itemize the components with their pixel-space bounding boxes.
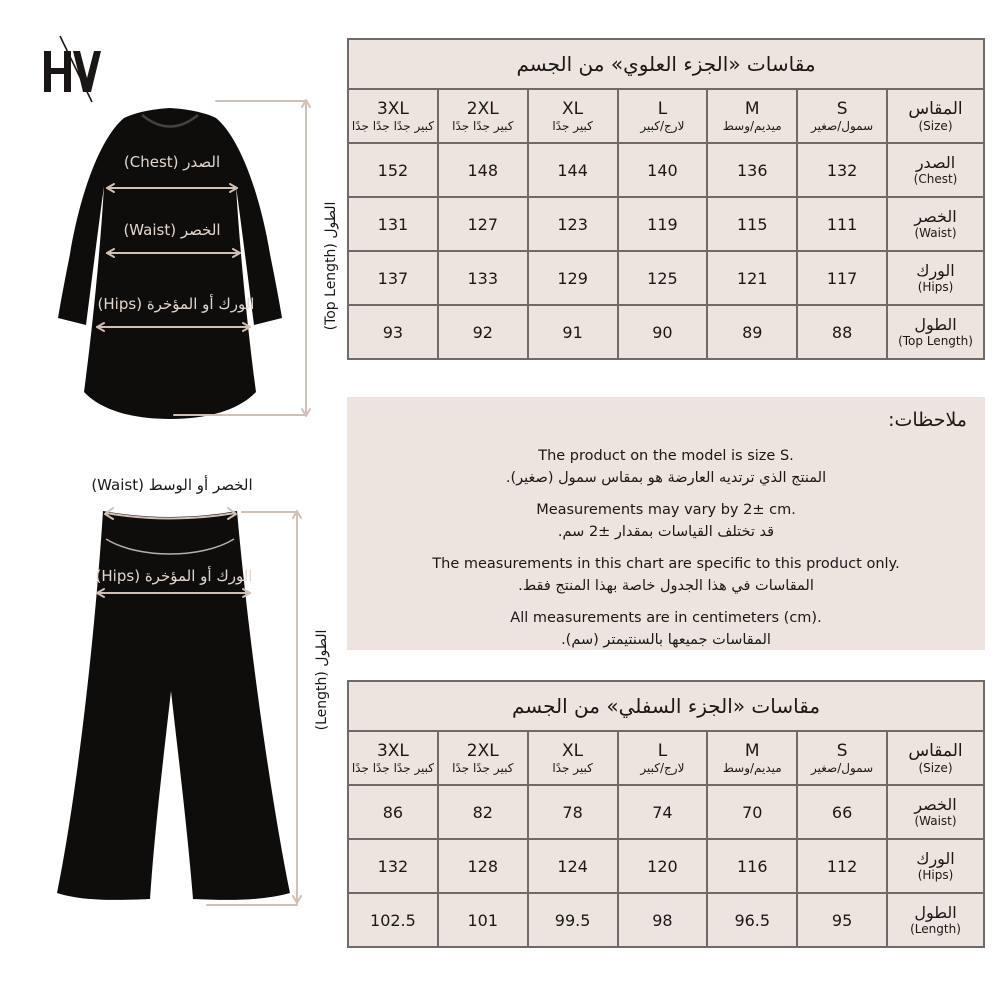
bottom-size-table	[347, 680, 985, 948]
bottom-col-3xl: 3XL كبير جدًا جدًا جدًا	[348, 731, 438, 785]
bottom-row-hips	[348, 839, 984, 893]
cell-bwaist-m: 70	[707, 785, 797, 839]
top-col-m: M ميديم/وسط	[707, 89, 797, 143]
cell-toplen-l: 90	[618, 305, 708, 359]
cell-waist-l: 119	[618, 197, 708, 251]
bottom-col-l: L لارج/كبير	[618, 731, 708, 785]
cell-blen-xl: 99.5	[528, 893, 618, 947]
pants-waist-label: الخصر أو الوسط (Waist)	[91, 476, 253, 494]
bottom-col-m: M ميديم/وسط	[707, 731, 797, 785]
cell-bhips-m: 116	[707, 839, 797, 893]
note-item-variance: Measurements may vary by 2± cm. قد تختلف القياسات بمقدار ±2 سم.	[536, 502, 796, 540]
top-row-hips	[348, 251, 984, 305]
cell-waist-2xl: 127	[438, 197, 528, 251]
cell-chest-m: 136	[707, 143, 797, 197]
cell-blen-2xl: 101	[438, 893, 528, 947]
top-row-waist	[348, 197, 984, 251]
tunic-chest-label: الصدر (Chest)	[123, 153, 221, 171]
top-col-2xl: 2XL كبير جدًا جدًا	[438, 89, 528, 143]
tunic-hips-label: الورك أو المؤخرة (Hips)	[97, 295, 255, 313]
cell-bhips-s: 112	[797, 839, 887, 893]
tunic-waist-label: الخصر (Waist)	[123, 221, 221, 239]
top-col-l: L لارج/كبير	[618, 89, 708, 143]
tunic-length-label: الطول (Top Length)	[323, 201, 339, 331]
pants-hips-label: الورك أو المؤخرة (Hips)	[95, 567, 253, 585]
tunic-illustration	[48, 94, 313, 429]
top-col-s: S سمول/صغير	[797, 89, 887, 143]
cell-toplen-m: 89	[707, 305, 797, 359]
cell-waist-3xl: 131	[348, 197, 438, 251]
notes-panel	[347, 397, 985, 650]
top-size-table	[347, 38, 985, 360]
top-col-3xl: 3XL كبير جدًا جدًا جدًا	[348, 89, 438, 143]
cell-chest-3xl: 152	[348, 143, 438, 197]
cell-waist-xl: 123	[528, 197, 618, 251]
top-table-title: مقاسات «الجزء العلوي» من الجسم	[348, 39, 984, 89]
cell-chest-s: 132	[797, 143, 887, 197]
row-label: الطول (Length)	[887, 893, 984, 947]
cell-hips-xl: 129	[528, 251, 618, 305]
cell-toplen-2xl: 92	[438, 305, 528, 359]
cell-hips-m: 121	[707, 251, 797, 305]
bottom-table-title: مقاسات «الجزء السفلي» من الجسم	[348, 681, 984, 731]
bottom-col-xl: XL كبير جدًا	[528, 731, 618, 785]
cell-blen-l: 98	[618, 893, 708, 947]
cell-bwaist-2xl: 82	[438, 785, 528, 839]
top-row-length	[348, 305, 984, 359]
cell-bwaist-s: 66	[797, 785, 887, 839]
pants-illustration	[50, 495, 310, 915]
cell-chest-xl: 144	[528, 143, 618, 197]
cell-hips-3xl: 137	[348, 251, 438, 305]
row-label: الورك (Hips)	[887, 251, 984, 305]
cell-toplen-xl: 91	[528, 305, 618, 359]
pants-length-label: الطول (Length)	[314, 629, 330, 731]
row-label: الورك (Hips)	[887, 839, 984, 893]
cell-chest-2xl: 148	[438, 143, 528, 197]
row-label: الخصر (Waist)	[887, 197, 984, 251]
cell-hips-2xl: 133	[438, 251, 528, 305]
note-item-units: All measurements are in centimeters (cm). المقاسات جميعها بالسنتيمتر (سم).	[510, 610, 822, 648]
bottom-col-s: S سمول/صغير	[797, 731, 887, 785]
top-col-xl: XL كبير جدًا	[528, 89, 618, 143]
top-size-header: المقاس (Size)	[887, 89, 984, 143]
row-label: الخصر (Waist)	[887, 785, 984, 839]
cell-toplen-3xl: 93	[348, 305, 438, 359]
bottom-col-2xl: 2XL كبير جدًا جدًا	[438, 731, 528, 785]
cell-hips-s: 117	[797, 251, 887, 305]
notes-title: ملاحظات:	[888, 409, 967, 431]
row-label: الصدر (Chest)	[887, 143, 984, 197]
cell-bwaist-l: 74	[618, 785, 708, 839]
cell-waist-s: 111	[797, 197, 887, 251]
cell-bwaist-xl: 78	[528, 785, 618, 839]
cell-blen-3xl: 102.5	[348, 893, 438, 947]
bottom-row-waist	[348, 785, 984, 839]
bottom-size-header: المقاس (Size)	[887, 731, 984, 785]
cell-hips-l: 125	[618, 251, 708, 305]
logo-letter-h	[44, 51, 71, 92]
cell-bhips-2xl: 128	[438, 839, 528, 893]
bottom-row-length	[348, 893, 984, 947]
cell-bhips-xl: 124	[528, 839, 618, 893]
note-item-model-size: The product on the model is size S. المنتج الذي ترتديه العارضة هو بمقاس سمول (صغير).	[505, 448, 827, 486]
row-label: الطول (Top Length)	[887, 305, 984, 359]
top-row-chest	[348, 143, 984, 197]
cell-bwaist-3xl: 86	[348, 785, 438, 839]
cell-blen-s: 95	[797, 893, 887, 947]
note-item-specific: The measurements in this chart are specific to this product only. المقاسات في هذا الجدول خاصة بهذا المنتج فقط.	[432, 556, 900, 594]
cell-waist-m: 115	[707, 197, 797, 251]
cell-toplen-s: 88	[797, 305, 887, 359]
cell-bhips-l: 120	[618, 839, 708, 893]
cell-blen-m: 96.5	[707, 893, 797, 947]
cell-chest-l: 140	[618, 143, 708, 197]
cell-bhips-3xl: 132	[348, 839, 438, 893]
